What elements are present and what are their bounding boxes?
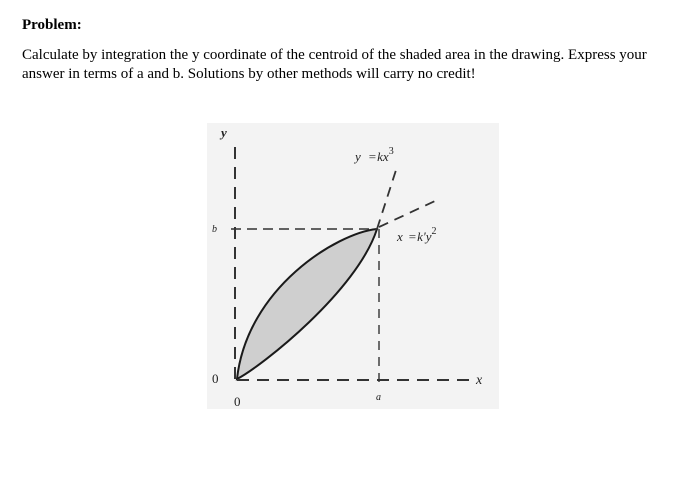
a-label: a	[376, 392, 381, 403]
curve2-var: y	[425, 229, 432, 244]
curve1-eq: =	[368, 149, 377, 164]
curve1-lhs: y	[355, 149, 361, 164]
curve2-k: k'	[417, 229, 426, 244]
curve2-lhs: x	[397, 229, 403, 244]
problem-statement: Calculate by integration the y coordinate of the centroid of the shaded area in the drawing. Express your answer in terms of a and b. Solutions by other methods will carry no credit!	[22, 47, 647, 82]
curve1-exp: 3	[388, 146, 394, 157]
y-axis-label: y	[221, 125, 227, 140]
problem-heading: Problem:	[22, 17, 82, 33]
centroid-figure	[207, 123, 499, 409]
curve1-extension	[377, 167, 397, 229]
origin-label-left: 0	[212, 371, 219, 386]
x-axis-label: x	[476, 373, 483, 388]
curve2-extension	[379, 201, 435, 227]
shaded-area	[237, 229, 377, 379]
curve1-equation	[353, 146, 394, 164]
curve2-eq: =	[408, 229, 417, 244]
curve2-exp: 2	[431, 226, 437, 237]
origin-label-bottom: 0	[234, 394, 241, 409]
figure-drawing	[207, 123, 499, 409]
curve2-equation	[396, 226, 436, 244]
curve1-k: k	[377, 149, 383, 164]
curve1-var: x	[382, 149, 389, 164]
b-label: b	[212, 224, 217, 235]
